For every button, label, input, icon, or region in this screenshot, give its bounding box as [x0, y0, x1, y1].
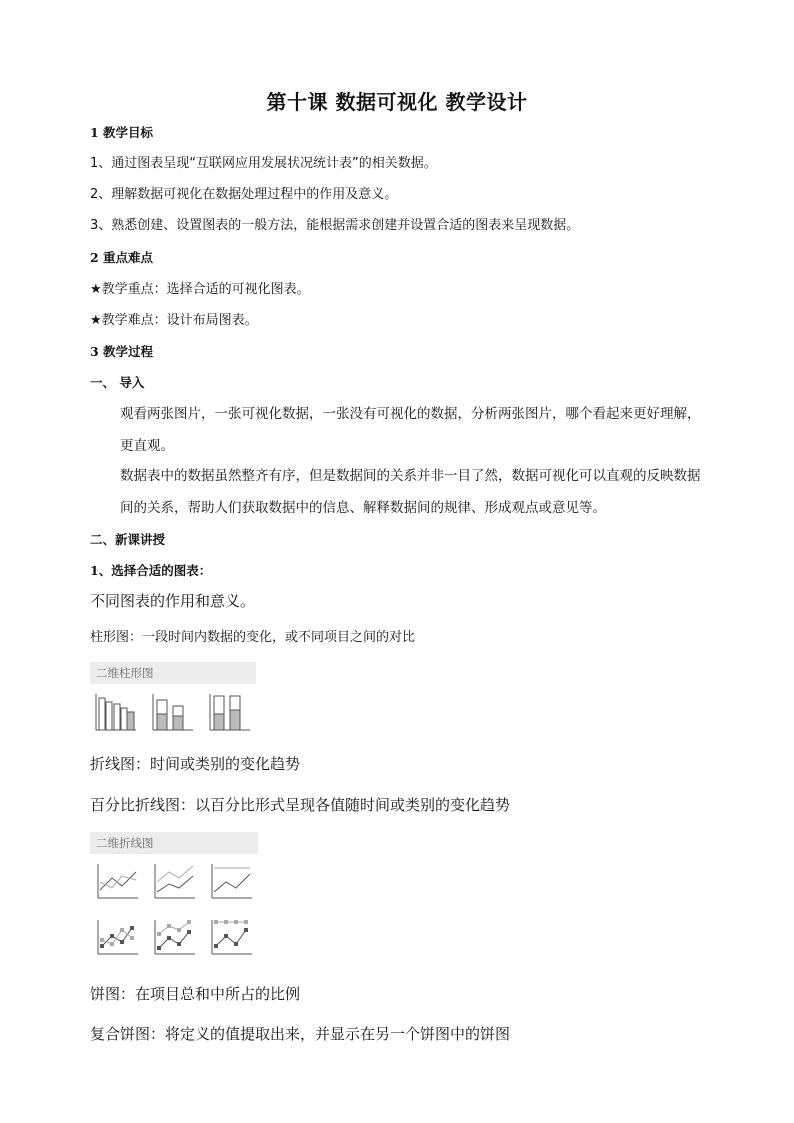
intro-paragraph-2: 数据表中的数据虽然整齐有序，但是数据间的关系并非一目了然，数据可视化可以直观的反映数据间的关系，帮助人们获取数据中的信息、解释数据间的规律、形成观点或意见等。: [120, 468, 701, 516]
line-with-markers-icon[interactable]: [94, 916, 142, 958]
percent-stacked-line-with-markers-icon[interactable]: [208, 916, 256, 958]
section-heading-process: 3 教学过程: [90, 344, 154, 359]
part-heading-intro: 一、 导入: [90, 375, 145, 390]
stacked-column-icon[interactable]: [151, 692, 195, 732]
line-chart-desc: 折线图：时间或类别的变化趋势: [90, 755, 301, 773]
stacked-line-chart-icon[interactable]: [151, 860, 199, 902]
objective-item-1: 1、通过图表呈现“互联网应用发展状况统计表”的相关数据。: [90, 156, 437, 171]
percent-stacked-column-icon[interactable]: [208, 692, 252, 732]
objective-item-2: 2、理解数据可视化在数据处理过程中的作用及意义。: [90, 187, 398, 202]
pie-of-pie-desc: 复合饼图：将定义的值提取出来，并显示在另一个饼图中的饼图: [90, 1025, 511, 1043]
page-title: 第十课 数据可视化 教学设计: [266, 90, 528, 114]
bar-gallery-header: 二维柱形图: [90, 662, 256, 684]
chart-intro-text: 不同图表的作用和意义。: [90, 592, 256, 610]
difficult-point: ★教学难点：设计布局图表。: [90, 313, 258, 328]
bar-chart-gallery: [90, 662, 256, 684]
percent-line-chart-desc: 百分比折线图：以百分比形式呈现各值随时间或类别的变化趋势: [90, 796, 511, 814]
objective-item-3: 3、熟悉创建、设置图表的一般方法，能根据需求创建并设置合适的图表来呈现数据。: [90, 218, 580, 233]
bar-chart-desc: 柱形图：一段时间内数据的变化，或不同项目之间的对比: [90, 630, 416, 645]
section-heading-objectives: 1 教学目标: [90, 125, 154, 140]
clustered-column-icon[interactable]: [94, 692, 138, 732]
line-gallery-header: 二维折线图: [90, 832, 258, 854]
intro-paragraph-1: 观看两张图片，一张可视化数据，一张没有可视化的数据，分析两张图片，哪个看起来更好理解，更直观。: [120, 406, 701, 454]
part-heading-new-lesson: 二、新课讲授: [90, 532, 166, 547]
line-chart-icon[interactable]: [94, 860, 142, 902]
section-heading-key-points: 2 重点难点: [90, 250, 154, 265]
percent-stacked-line-chart-icon[interactable]: [208, 860, 256, 902]
stacked-line-with-markers-icon[interactable]: [151, 916, 199, 958]
key-point: ★教学重点：选择合适的可视化图表。: [90, 282, 310, 297]
line-chart-gallery: [90, 832, 258, 854]
pie-chart-desc: 饼图：在项目总和中所占的比例: [90, 985, 301, 1003]
subheading-choose-chart: 1、选择合适的图表：: [90, 563, 212, 578]
